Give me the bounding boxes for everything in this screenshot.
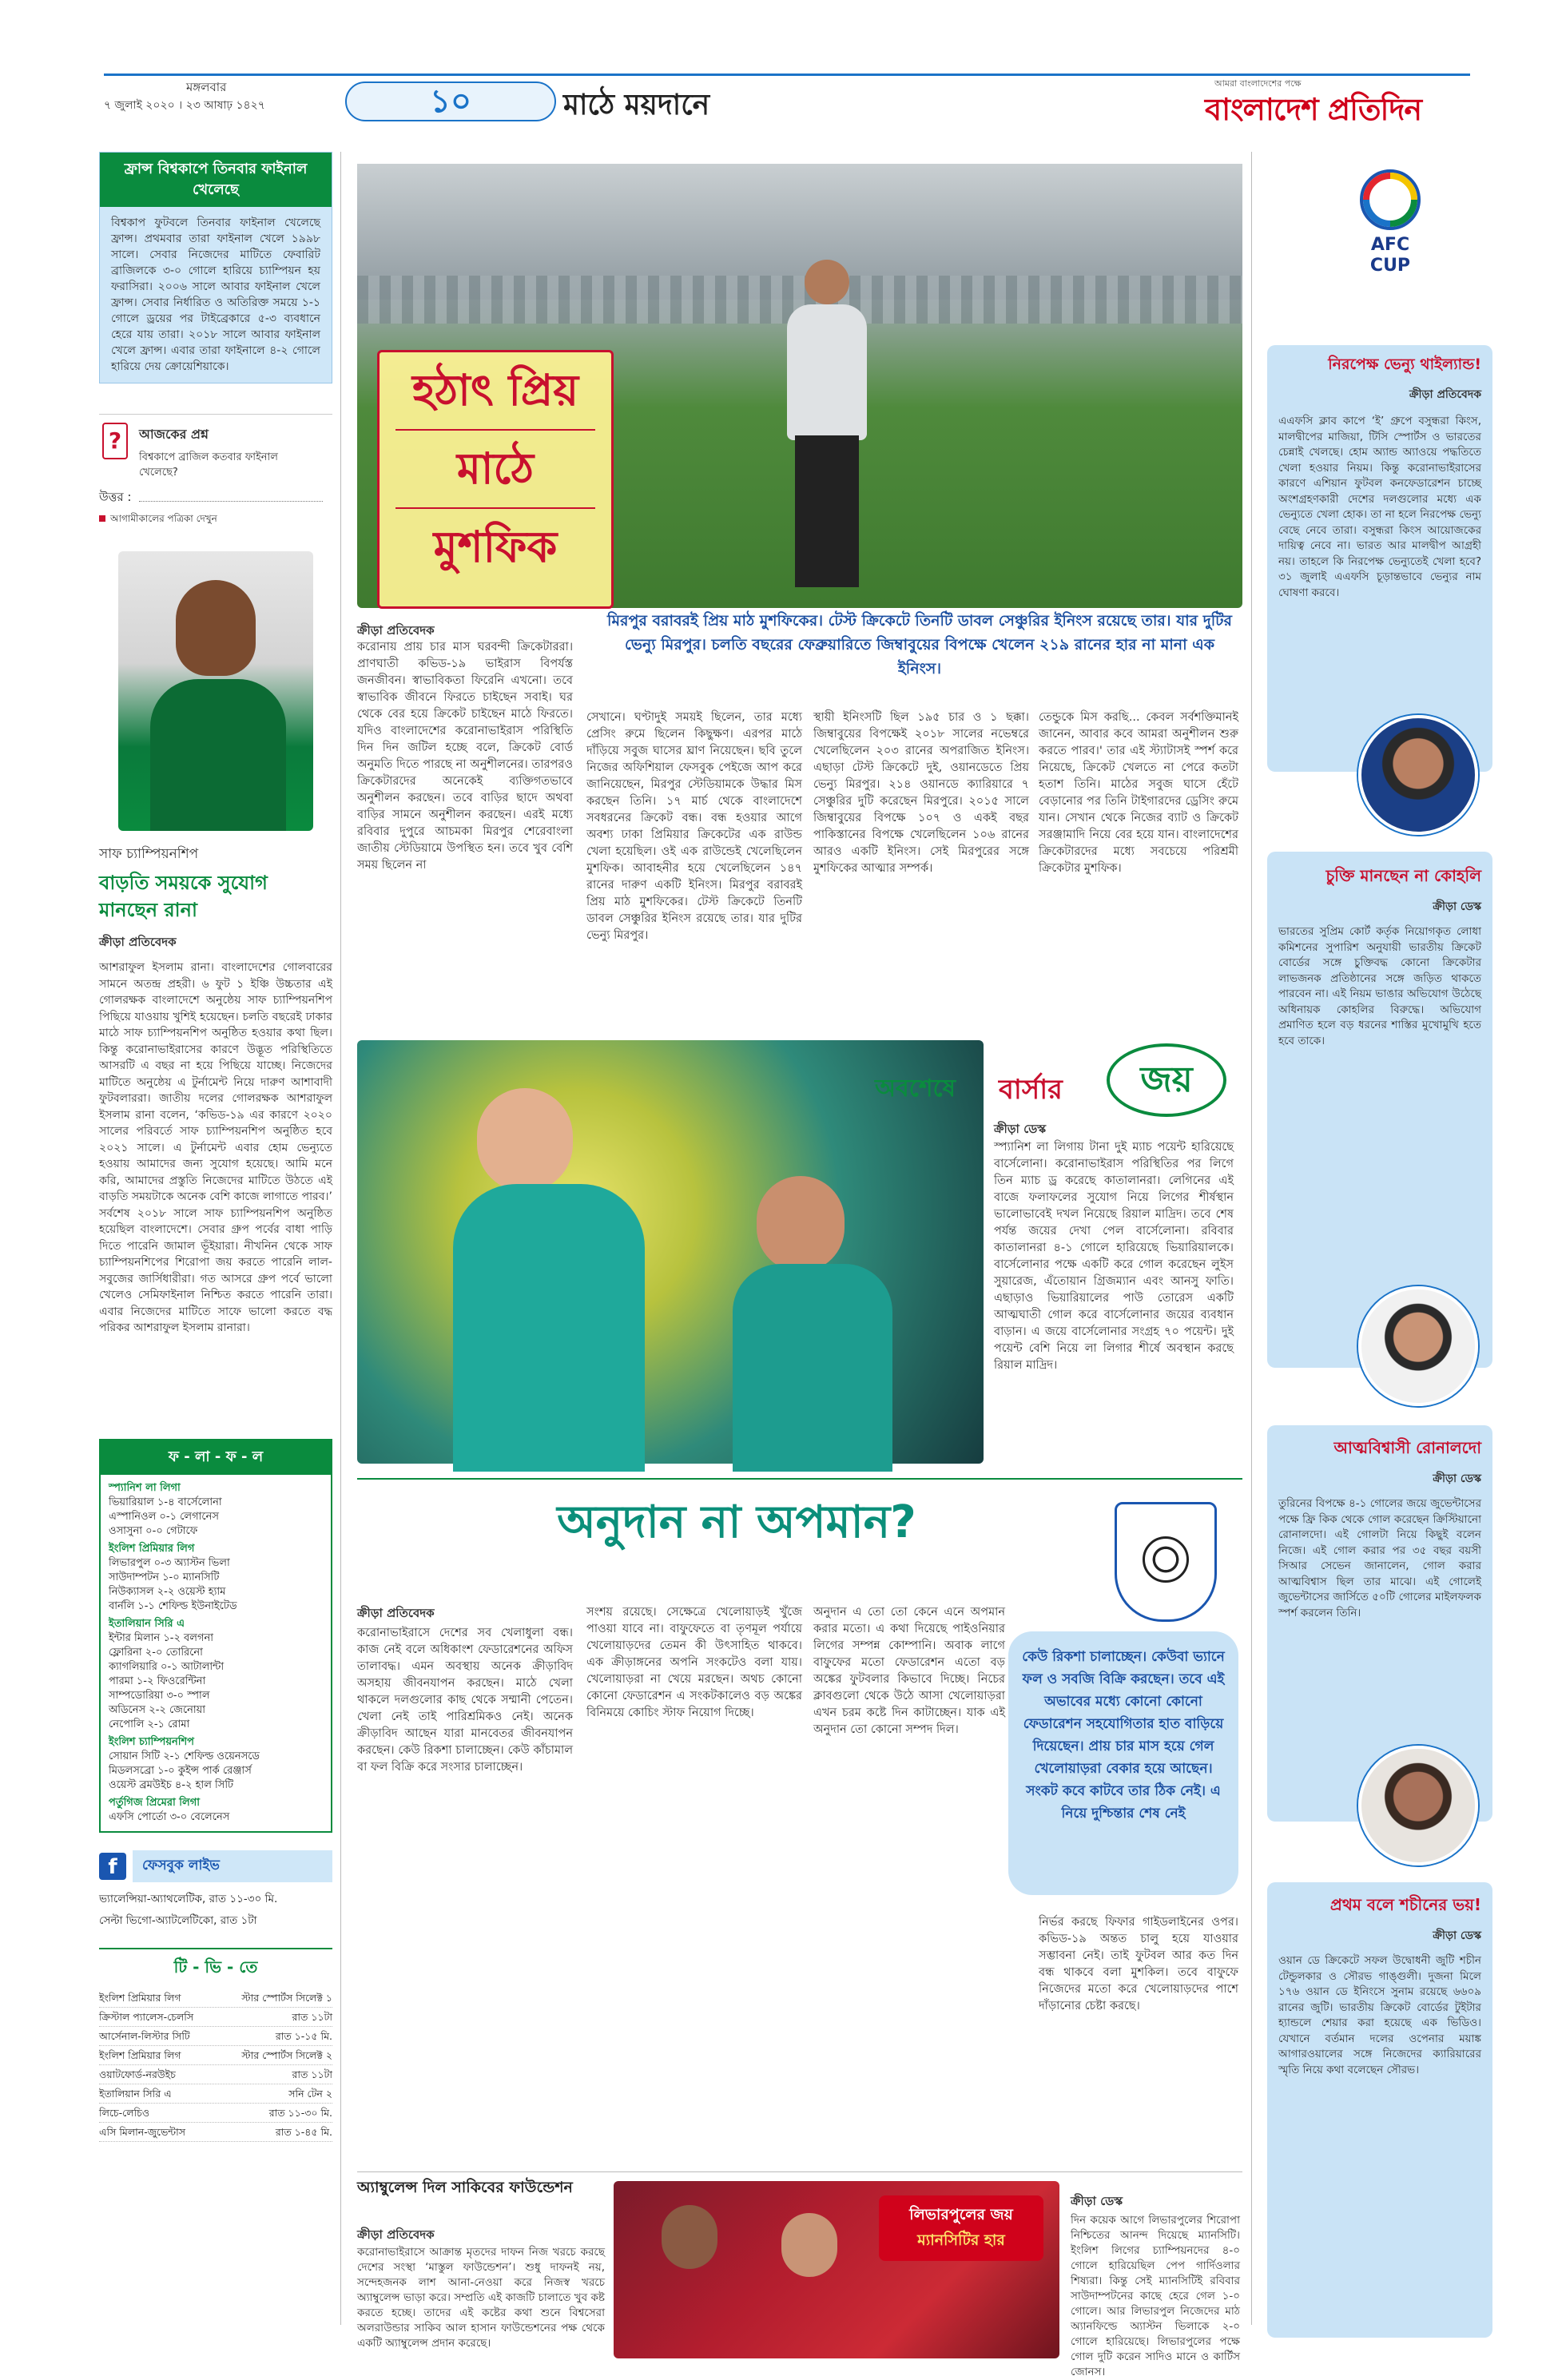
result-line: এস্পানিওল ০-১ লেগানেস: [109, 1511, 219, 1523]
liverpool-title-1: লিভারপুলের জয়: [909, 2206, 1013, 2223]
tv-row: [99, 1989, 332, 2008]
grant-title: অনুদান না অপমান?: [557, 1496, 916, 1548]
saff-byline: ক্রীড়া প্রতিবেদক: [99, 935, 177, 949]
quiz-answer-label: উত্তর :: [99, 490, 132, 504]
tv-program: এসি মিলান-জুভেন্টাস: [99, 2126, 185, 2138]
hero-title-line-3: মুশফিক: [433, 522, 558, 572]
tv-channel-time: রাত ১১টা: [292, 2011, 332, 2023]
question-icon: ?: [102, 423, 128, 459]
page-number-badge: [345, 81, 556, 121]
result-line: মিডলসব্রো ১-০ কুইন্স পার্ক রেঞ্জার্স: [109, 1765, 252, 1777]
sakib-title: অ্যাম্বুলেন্স দিল সাকিবের ফাউন্ডেশন: [357, 2179, 573, 2196]
result-line: ওসাসুনা ০-০ গেটাফে: [109, 1525, 198, 1537]
tv-program: ওয়াটফোর্ড-নরউইচ: [99, 2068, 176, 2080]
masthead-tagline: আমরা বাংলাদেশের পক্ষে: [1214, 78, 1302, 89]
result-line: সোয়ান সিটি ২-১ শেফিল্ড ওয়েনসডে: [109, 1750, 260, 1762]
afc-cup-emblem-icon: [1350, 168, 1430, 232]
hero-col-1: করোনায় প্রায় চার মাস ঘরবন্দী ক্রিকেটাররা। প্রাণঘাতী কভিড-১৯ ভাইরাস বিপর্যস্ত জনজীবন। স্বাভাবিকতা ফিরেনি এখনো। তবে স্বাভাবিক জীবনে ফিরতে চাইছেন সবাই। ঘর থেকে বের হয়ে ক্রিকেট চাইছেন মাঠে ফিরতে। যদিও বাংলাদেশের করোনাভাইরাস পরিস্থিতি দিন দিন জটিল হচ্ছে বলে, ক্রিকেট বোর্ড অনুমতি দিতে পারছে না অনুশীলনের। তারপরও ক্রিকেটারদের অনেকেই ব্যক্তিগতভাবে অনুশীলন করছেন। তবে বাড়ির ছাদে অথবা বাড়ির সামনে অনুশীলন করছেন। এরই মধ্যে রবিবার দুপুরে আচমকা মিরপুর শেরেবাংলা জাতীয় স্টেডিয়ামে উপস্থিত হন। তবে খুব বেশি সময় ছিলেন না: [357, 641, 573, 872]
results-league-3: ইংলিশ চ্যাম্পিয়নশিপ: [109, 1736, 194, 1748]
kohli-title: চুক্তি মানছেন না কোহলি: [1325, 866, 1481, 885]
tv-title: টি - ভি - তে: [173, 1957, 258, 1977]
afc-box: [1267, 345, 1492, 772]
result-line: সাম্পডোরিয়া ৩-০ স্পাল: [109, 1690, 210, 1702]
ronaldo-body: তুরিনের বিপক্ষে ৪-১ গোলের জয়ে জুভেন্টাসের পক্ষে ফ্রি কিক থেকে গোল করেছেন ক্রিস্টিয়ানো রোনালদো। এই গোলটা নিয়ে কিছুই বলেন নিজে। এই গোল করার পর ৩৫ বছর বয়সী সিআর সেভেন জানালেন, গোল করার আত্মবিশ্বাস ছিল তার মাঝে। এই গোলেই জুভেন্টাসের জার্সিতে ৫০টি গোলের মাইলফলক স্পর্শ করলেন তিনি।: [1278, 1497, 1481, 1619]
tv-row: [99, 2008, 332, 2027]
sachin-box: [1267, 1882, 1492, 2338]
result-line: নেপোলি ২-১ রোমা: [109, 1718, 190, 1730]
results-league-1: ইংলিশ প্রিমিয়ার লিগ: [109, 1543, 195, 1555]
tv-channel-time: সনি টেন ২: [288, 2088, 332, 2100]
tv-program: লিচে-লেচিও: [99, 2107, 150, 2119]
hero-title-line-2: মাঠে: [395, 429, 595, 509]
afc-body: এএফসি ক্লাব কাপে ‘ই’ গ্রুপে বসুন্ধরা কিংস, মালদ্বীপের মাজিয়া, টিসি স্পোর্টস ও ভারতের চেন্নাই খেলছে। হোম অ্যান্ড অ্যাওয়ে পদ্ধতিতে খেলা হওয়ার নিয়ম। কিন্তু করোনাভাইরাসের কারণে এশিয়ান ফুটবল কনফেডারেশন চাচ্ছে অংশগ্রহণকারী দেশের দলগুলোর মধ্যে এক ভেন্যুতে খেলা হোক। তা না হলে নিরপেক্ষ ভেন্যু বেছে নেবে তারা। বসুন্ধরা কিংস আয়োজকের দায়িত্ব নেবে না। ভারত আর মালদ্বীপ আগ্রহী নয়। তাহলে কি নিরপেক্ষ ভেন্যুতেই খেলা হবে? ৩১ জুলাই এএফসি চূড়ান্তভাবে ভেন্যুর নাম ঘোষণা করবে।: [1278, 415, 1481, 599]
liverpool-body: দিন কয়েক আগে লিভারপুলের শিরোপা নিশ্চিতের আনন্দ দিয়েছে ম্যানসিটি। ইংলিশ লিগের চ্যাম্পিয়নদের ৪-০ গোলে হারিয়েছিল পেপ গার্দিওলার শিষ্যরা। কিন্তু সেই ম্যানসিটিই রবিবার সাউদাম্পটনের কাছে হেরে গেল ১-০ গোলে। আর লিভারপুল নিজেদের মাঠ অ্যানফিল্ডে অ্যাস্টন ভিলাকে ২-০ গোলে হারিয়েছে। লিভারপুলের পক্ষে গোল দুটি করেন সাদিও মানে ও কার্টিস জোনস।: [1071, 2214, 1240, 2378]
quiz-note: [99, 512, 217, 528]
barca-title-c-badge: [1107, 1043, 1226, 1117]
facebook-title: ফেসবুক লাইভ: [133, 1850, 332, 1882]
tv-program: ক্রিস্টাল প্যালেস-চেলসি: [99, 2011, 194, 2023]
france-body: বিশ্বকাপ ফুটবলে তিনবার ফাইনাল খেলেছে ফ্রান্স। প্রথমবার তারা ফাইনাল খেলে ১৯৯৮ সালে। সেবার নিজেদের মাটিতে ফেবারিট ব্রাজিলকে ৩-০ গোলে হারিয়ে চ্যাম্পিয়ন হয় ফরাসিরা। ২০০৬ সালে আবার ফাইনাল খেলে ফ্রান্স। সেবার নির্ধারিত ও অতিরিক্ত সময়ে ১-১ গোলে ড্রয়ের পর টাইব্রেকারে ৫-৩ ব্যবধানে হেরে যায় তারা। ২০১৮ সালে আবার ফাইনাল খেলে ফ্রান্স। এবার তারা ফাইনালে ৪-২ গোলে হারিয়ে দেয় ক্রোয়েশিয়াকে।: [100, 207, 332, 383]
tv-channel-time: রাত ১-১৫ মি.: [275, 2030, 332, 2042]
tv-channel-time: রাত ১১টা: [292, 2068, 332, 2080]
quiz-answer-line: [139, 501, 323, 502]
tv-list: [99, 1989, 332, 2142]
tv-program: আর্সেনাল-লিস্টার সিটি: [99, 2030, 190, 2042]
result-line: পারমা ১-২ ফিওরেন্টিনা: [109, 1675, 206, 1687]
sakib-body: করোনাভাইরাসে আক্রান্ত মৃতদের দাফন নিজ খরচে করছে দেশের সংস্থা ‘মাস্তুল ফাউন্ডেশন’। শুধু দাফনই নয়, সন্দেহজনক লাশ আনা-নেওয়া করে নিজস্ব খরচে অ্যাম্বুলেন্স ভাড়া করে। সম্প্রতি এই কাজটি চালাতে খুব কষ্ট করতে হচ্ছে। তাদের এই কষ্টের কথা শুনে বিশ্বসেরা অলরাউন্ডার সাকিব আল হাসান ফাউন্ডেশনের পক্ষ থেকে একটি অ্যাম্বুলেন্স প্রদান করেছে।: [357, 2246, 605, 2350]
barca-body: স্প্যানিশ লা লিগায় টানা দুই ম্যাচ পয়েন্ট হারিয়েছে বার্সেলোনা। করোনাভাইরাস পরিস্থিতির পর লিগে তিন ম্যাচ ড্র করেছে কাতালানরা। লেগিনের এই বাজে ফলাফলের সুযোগ নিয়ে লিগের শীর্ষস্থান ভালোভাবেই দখল নিয়েছে রিয়াল মাদ্রিদ। তবে শেষ পর্যন্ত জয়ের দেখা পেল বার্সেলোনা। রবিবার কাতালানরা ৪-১ গোলে হারিয়েছে ভিয়ারিয়ালকে। বার্সেলোনার পক্ষে একটি করে গোল করেছেন লুইস সুয়ারেজ, এঁতোয়ান গ্রিজম্যান এবং আনসু ফাতি। এছাড়াও ভিয়ারিয়ালের পাউ তোরেস একটি আত্মঘাতী গোল করে বার্সেলোনার জয়ের ব্যবধান বাড়ান। এ জয়ে বার্সেলোনার সংগ্রহ ৭০ পয়েন্ট। দুই পয়েন্ট বেশি নিয়ে লা লিগার শীর্ষে অবস্থান করছে রিয়াল মাদ্রিদ।: [994, 1141, 1234, 1372]
result-line: ইন্টার মিলান ১-২ বলগনা: [109, 1632, 214, 1644]
hero-byline-visible: ক্রীড়া প্রতিবেদক: [357, 623, 435, 638]
left-column: [99, 152, 332, 2142]
afc-cup-logo: [1350, 168, 1430, 288]
football-icon: [1143, 1536, 1189, 1583]
result-line: অডিনেস ২-২ জেনোয়া: [109, 1704, 206, 1716]
barca-byline: ক্রীড়া ডেস্ক: [994, 1122, 1047, 1136]
tv-box: [99, 1948, 332, 2142]
barca-title-c: জয়: [1140, 1059, 1193, 1100]
afc-byline: ক্রীড়া প্রতিবেদক: [1409, 388, 1481, 401]
rana-photo: [118, 551, 313, 831]
afc-title: নিরপেক্ষ ভেন্যু থাইল্যান্ড!: [1328, 356, 1481, 373]
hero-caption: মিরপুর বরাবরই প্রিয় মাঠ মুশফিকের। টেস্ট ক্রিকেটে তিনটি ডাবল সেঞ্চুরির ইনিংস রয়েছে তার। যার দুটির ভেন্যু মিরপুর। চলতি বছরের ফেব্রুয়ারিতে জিম্বাবুয়ের বিপক্ষে খেলেন ২১৯ রানের হার না মানা এক ইনিংস।: [607, 612, 1232, 677]
results-league-2: ইতালিয়ান সিরি এ: [109, 1618, 185, 1630]
tv-row: [99, 2065, 332, 2084]
liverpool-title-2: ম্যানসিটির হার: [917, 2231, 1005, 2249]
results-league-4: পর্তুগিজ প্রিমেরা লিগা: [109, 1797, 200, 1809]
tv-program: ইংলিশ প্রিমিয়ার লিগ: [99, 2049, 181, 2061]
result-line: নিউক্যাসল ২-২ ওয়েস্ট হ্যাম: [109, 1586, 226, 1598]
sachin-title: প্রথম বলে শচীনের ভয়!: [1329, 1895, 1481, 1914]
results-title: ফ - লা - ফ - ল: [101, 1440, 331, 1475]
facebook-box: [99, 1850, 332, 1930]
tv-row: [99, 2046, 332, 2065]
afc-cup-label: AFC CUP: [1369, 235, 1411, 276]
masthead-logo: বাংলাদেশ প্রতিদিন: [1205, 92, 1422, 127]
tv-channel-time: রাত ১১-৩০ মি.: [268, 2107, 332, 2119]
sachin-photo: [1358, 1746, 1478, 1865]
hero-col-2: সেখানে। ঘণ্টাদুই সময়ই ছিলেন, তার মধ্যে প্রেসিং রুমে ছিলেন কিছুক্ষণ। এরপর মাঠে দাঁড়িয়ে সবুজ ঘাসের ঘ্রাণ নিয়েছেন। ছবি তুলে নিজের অফিশিয়াল ফেসবুক পেইজে আপ করে জানিয়েছেন, মিরপুর স্টেডিয়ামকে উদ্ধার মিস করছেন তিনি। ১৭ মার্চ থেকে বাংলাদেশে সবধরনের ক্রিকেট বন্ধ। বন্ধ হওয়ার আগে অবশ্য ঢাকা প্রিমিয়ার ক্রিকেটের এক রাউন্ড খেলা হয়েছিল। ওই এক রাউন্ডেই খেলেছিলেন মুশফিক। আবাহনীর হয়ে খেলেছিলেন ১৪৭ রানের দারুণ একটি ইনিংস। মিরপুর বরাবরই প্রিয় মাঠ মুশফিকের। টেস্ট ক্রিকেটে তিনটি ডাবল সেঞ্চুরির ইনিংস রয়েছে তার। যার দুটির ভেন্যু মিরপুর।: [586, 711, 802, 942]
fb-line-1: ভ্যালেন্সিয়া-অ্যাথলেটিক, রাত ১১-৩০ মি.: [99, 1893, 278, 1905]
tv-row: [99, 2104, 332, 2123]
grant-byline: ক্রীড়া প্রতিবেদক: [357, 1606, 435, 1620]
sakib-byline: ক্রীড়া প্রতিবেদক: [357, 2227, 435, 2242]
saff-title: বাড়তি সময়কে সুযোগ মানছেন রানা: [99, 872, 268, 921]
barca-title-b: বার্সার: [999, 1074, 1063, 1106]
kohli-body: ভারতের সুপ্রিম কোর্ট কর্তৃক নিয়োগকৃত লোধা কমিশনের সুপারিশ অনুযায়ী ভারতীয় ক্রিকেট বোর্ডের সঙ্গে চুক্তিবদ্ধ কোনো ক্রিকেটার লাভজনক প্রতিষ্ঠানের সঙ্গে জড়িত থাকতে পারবেন না। এই নিয়ম ভাঙার অভিযোগ উঠেছে অধিনায়ক কোহলির বিরুদ্ধে। অভিযোগ প্রমাণিত হলে বড় ধরনের শাস্তির মুখোমুখি হতে হবে তাকে।: [1278, 925, 1481, 1047]
result-line: বার্নলি ১-১ শেফিল্ড ইউনাইটেড: [109, 1600, 237, 1612]
saff-kicker: সাফ চ্যাম্পিয়নশিপ: [99, 846, 199, 862]
sachin-byline: ক্রীড়া ডেস্ক: [1433, 1929, 1481, 1942]
tv-row: [99, 2027, 332, 2046]
fb-line-2: সেল্টা ভিগো-অ্যাটলেটিকো, রাত ১টা: [99, 1914, 257, 1927]
grant-col-4: নির্ভর করছে ফিফার গাইডলাইনের ওপর। কভিড-১৯ অন্তত চালু হয়ে যাওয়ার সম্ভাবনা নেই। তাই ফুটবল আর কত দিন বন্ধ থাকবে বলা মুশকিল। তবে বাফুফে নিজেদের মতো করে খেলোয়াড়দের পাশে দাঁড়ানোর চেষ্টা করছে।: [1039, 1916, 1238, 2012]
liverpool-title-box: [879, 2195, 1043, 2261]
quiz-note-text: আগামীকালের পত্রিকা দেখুন: [110, 513, 217, 524]
tv-program: ইতালিয়ান সিরি এ: [99, 2088, 172, 2100]
hero-col-3: স্থায়ী ইনিংসটি ছিল ১৯৫ চার ও ১ ছক্কা। জিম্বাবুয়ের বিপক্ষেই ২০১৮ সালের নভেম্বরে খেলেছিলেন ২০৩ রানের অপরাজিত ইনিংস। এছাড়া টেস্ট ক্রিকেটে দুই, ওয়ানডেতে প্রিয় ভেন্যু মিরপুর। ২১৪ ওয়ানডে ক্যারিয়ারে ৭ সেঞ্চুরির দুটি করেছেন মিরপুরে। ২০১৫ সালে জিম্বাবুয়ের বিপক্ষে ১০৭ ও একই বছর পাকিস্তানের বিপক্ষে খেলেছিলেন ১০৬ রানের আরও একটি ইনিংস। সেই মিরপুরের সঙ্গে মুশফিকের আত্মার সম্পর্ক।: [813, 711, 1029, 875]
section-title: মাঠে ময়দানে: [563, 89, 710, 121]
header-date: ৭ জুলাই ২০২০ । ২৩ আষাঢ় ১৪২৭: [104, 99, 265, 112]
barca-title-a: অবশেষে: [875, 1075, 956, 1103]
hero-title-line-1: হঠাৎ প্রিয়: [411, 365, 579, 415]
result-line: ফ্লোরিনা ২-০ তোরিনো: [109, 1647, 203, 1659]
result-line: সাউদাম্পটন ১-০ ম্যানসিটি: [109, 1571, 220, 1583]
quiz-box: [99, 414, 332, 524]
tv-row: [99, 2084, 332, 2104]
sachin-body: ওয়ান ডে ক্রিকেটে সফল উদ্বোধনী জুটি শচীন টেন্ডুলকার ও সৌরভ গাঙ্গুলী। দুজনা মিলে ১৭৬ ওয়ান ডে ইনিংসে সুনাম রয়েছে ৬৬০৯ রানের জুটি। ভারতীয় ক্রিকেট বোর্ডের টুইটার হ্যান্ডলে শেয়ার করা হয়েছে এক ভিডিও। যেখানে বর্তমান দলের ওপেনার ময়াঙ্ক আগারওয়ালের সঙ্গে নিজেদের ক্যারিয়ারের স্মৃতি নিয়ে কথা বলেছেন সৌরভ।: [1278, 1954, 1481, 2076]
quiz-question: বিশ্বকাপে ব্রাজিল কতবার ফাইনাল খেলেছে?: [139, 451, 278, 479]
kohli-photo: [1358, 715, 1478, 835]
hero-title-box: [377, 350, 614, 609]
kohli-byline: ক্রীড়া ডেস্ক: [1433, 900, 1481, 913]
tv-channel-time: রাত ১-৪৫ মি.: [275, 2126, 332, 2138]
tv-program: ইংলিশ প্রিমিয়ার লিগ: [99, 1992, 181, 2004]
results-league-0: স্প্যানিশ লা লিগা: [109, 1482, 181, 1494]
result-line: ক্যাগলিয়ারি ০-১ আটালান্টা: [109, 1661, 225, 1673]
kohli-box: [1267, 852, 1492, 1368]
result-line: ওয়েস্ট ব্রমউইচ ৪-২ হাল সিটি: [109, 1779, 234, 1791]
bff-logo: [1115, 1502, 1217, 1622]
grant-col-2: সংশয় রয়েছে। সেক্ষেত্রে খেলোয়াড়ই খুঁজে পাওয়া যাবে না। বাফুফেতে বা তৃণমূল পর্যায়ে খেলোয়াড়দের তেমন কী উৎসাহিত থাকবে। এক ক্রীড়াঙ্গনের অপনি সংকটেও বলা যায়। খেলোয়াড়রা না খেয়ে মরছেন। অথচ কোনো কোনো ফেডারেশন এ সংকটকালেও বড় অঙ্কের বিনিময়ে কোচিং স্টাফ নিয়োগ দিচ্ছে।: [586, 1606, 802, 1719]
tv-row: [99, 2123, 332, 2142]
tv-channel-time: স্টার স্পোর্টস সিলেক্ট ১: [241, 1992, 332, 2004]
liverpool-byline: ক্রীড়া ডেস্ক: [1071, 2194, 1123, 2208]
france-box: [99, 152, 332, 383]
grant-col-3: অনুদান এ তো তো কেনে এনে অপমান করার মতো। এ কথা দিয়েছে পাইওনিয়ার লিগের সম্পন্ন কোম্পানি। অবাক লাগে বাফুফের মতো ফেডারেশন এতো বড় অঙ্কের ফুটবলার কিভাবে দিচ্ছে। নিচের ক্লাবগুলো থেকে উঠে আসা খেলোয়াড়রা এখন চরম কষ্টে দিন কাটাচ্ছেন। যাক এই অনুদান তো কোনো সম্পদ দিল।: [813, 1606, 1005, 1736]
ronaldo-photo: [1358, 1286, 1478, 1406]
grant-callout: কেউ রিকশা চালাচ্ছেন। কেউবা ভ্যানে ফল ও সবজি বিক্রি করছেন। তবে এই অভাবের মধ্যে কোনো কোনো ফেডারেশন সহযোগিতার হাত বাড়িয়ে দিয়েছেন। প্রায় চার মাস হয়ে গেল খেলোয়াড়রা বেকার হয়ে আছেন। সংকট কবে কাটবে তার ঠিক নেই। এ নিয়ে দুশ্চিন্তার শেষ নেই: [1008, 1631, 1238, 1895]
france-title: ফ্রান্স বিশ্বকাপে তিনবার ফাইনাল খেলেছে: [100, 153, 332, 207]
page-number: ১০: [430, 83, 471, 120]
result-line: ভিয়ারিয়াল ১-৪ বার্সেলোনা: [109, 1496, 222, 1508]
grant-col-1: করোনাভাইরাসে দেশের সব খেলাধুলা বন্ধ। কাজ নেই বলে অধিকাংশ ফেডারেশনের অফিস তালাবদ্ধ। এমন অবস্থায় অনেক ক্রীড়াবিদ অসহায় জীবনযাপন করছেন। মাঠে খেলা থাকলে দলগুলোর কাছ থেকে সম্মানী পেতেন। খেলা নেই তাই পারিশ্রমিকও নেই। অনেক ক্রীড়াবিদ আছেন যারা মানবেতর জীবনযাপন করছেন। কেউ রিকশা চালাচ্ছেন। কেউ কাঁচামাল বা ফল বিক্রি করে সংসার চালাচ্ছেন।: [357, 1627, 573, 1774]
result-line: লিভারপুল ০-৩ অ্যাস্টন ভিলা: [109, 1557, 230, 1569]
hero-col-4: তেন্ডুকে মিস করছি... কেবল সর্বশক্তিমানই জানেন, আবার কবে আমরা অনুশীলন শুরু করতে পারব।' তার এই স্ট্যাটাসই স্পর্শ করে নিয়েছে, ক্রিকেট খেলতে না পেরে কতটা হতাশ তিনি। মাঠের সবুজ ঘাসে হেঁটে বেড়ানোর পর তিনি টাইগারদের ড্রেসিং রুমে যান। সেখান থেকে নিজের ব্যাট ও ক্রিকেট সরঞ্জামাদি নিয়ে বের হয়ে যান। বাংলাদেশের ক্রিকেটারদের মধ্যে সবচেয়ে পরিশ্রমী ক্রিকেটার মুশফিক।: [1039, 711, 1238, 875]
facebook-icon: f: [99, 1853, 126, 1880]
tv-channel-time: স্টার স্পোর্টস সিলেক্ট ২: [241, 2049, 332, 2061]
result-line: এফসি পোর্তো ৩-০ বেলেনেস: [109, 1811, 230, 1823]
saff-body: আশরাফুল ইসলাম রানা। বাংলাদেশের গোলবারের সামনে অতন্দ্র প্রহরী। ৬ ফুট ১ ইঞ্চি উচ্চতার এই গোলরক্ষক বাংলাদেশে অনুষ্ঠেয় সাফ চ্যাম্পিয়নশিপ পিছিয়ে যাওয়ায় খুশিই হয়েছেন। চলতি বছরেই ঢাকার মাঠে সাফ চ্যাম্পিয়নশিপ অনুষ্ঠিত হওয়ার কথা ছিল। কিন্তু করোনাভাইরাসের কারণে উদ্ভূত পরিস্থিতিতে আসরটি এ বছর না হয়ে পিছিয়ে যাচ্ছে। নিজেদের মাটিতে অনুষ্ঠেয় এ টুর্নামেন্ট নিয়ে দারুণ আশাবাদী ফুটবলাররা। জাতীয় দলের গোলরক্ষক আশরাফুল ইসলাম রানা বলেন, ‘কভিড-১৯ এর কারণে ২০২০ সালের পরিবর্তে সাফ চ্যাম্পিয়নশিপ অনুষ্ঠিত হবে ২০২১ সালে। এ টুর্নামেন্ট এবার হোম ভেন্যুতে হওয়ায় আমাদের জন্য সুযোগ হয়েছে। আমি মনে করি, আমাদের প্রস্তুতি নিজেদের মাটিতে উঠতে এই বাড়তি সময়টাকে অনেক বেশি কাজে লাগাতে পারব।’ সর্বশেষ ২০১৮ সালে সাফ চ্যাম্পিয়নশিপ অনুষ্ঠিত হয়েছিল বাংলাদেশে। সেবার গ্রুপ পর্বের বাধা পাড়ি দিতে পারেনি জামাল ভূঁইয়ারা। নীখনিন থেকে সাফ চ্যাম্পিয়নশিপের শিরোপা জয় করতে পারেনি লাল-সবুজের জার্সিধারীরা। গত আসরে গ্রুপ পর্বে ভালো খেলেও সেমিফাইনাল নিশ্চিত করতে পারেনি তারা। এবার নিজেদের মাটিতে সাফে ভালো করতে বদ্ধ পরিকর আশরাফুল ইসলাম রানারা।: [99, 961, 332, 1334]
results-box: [99, 1439, 332, 1833]
header-day: মঙ্গলবার: [186, 80, 227, 94]
quiz-title: আজকের প্রশ্ন: [139, 427, 209, 442]
results-list: [101, 1475, 331, 1831]
ronaldo-byline: ক্রীড়া ডেস্ক: [1433, 1472, 1481, 1485]
ronaldo-title: আত্মবিশ্বাসী রোনালদো: [1333, 1438, 1481, 1457]
